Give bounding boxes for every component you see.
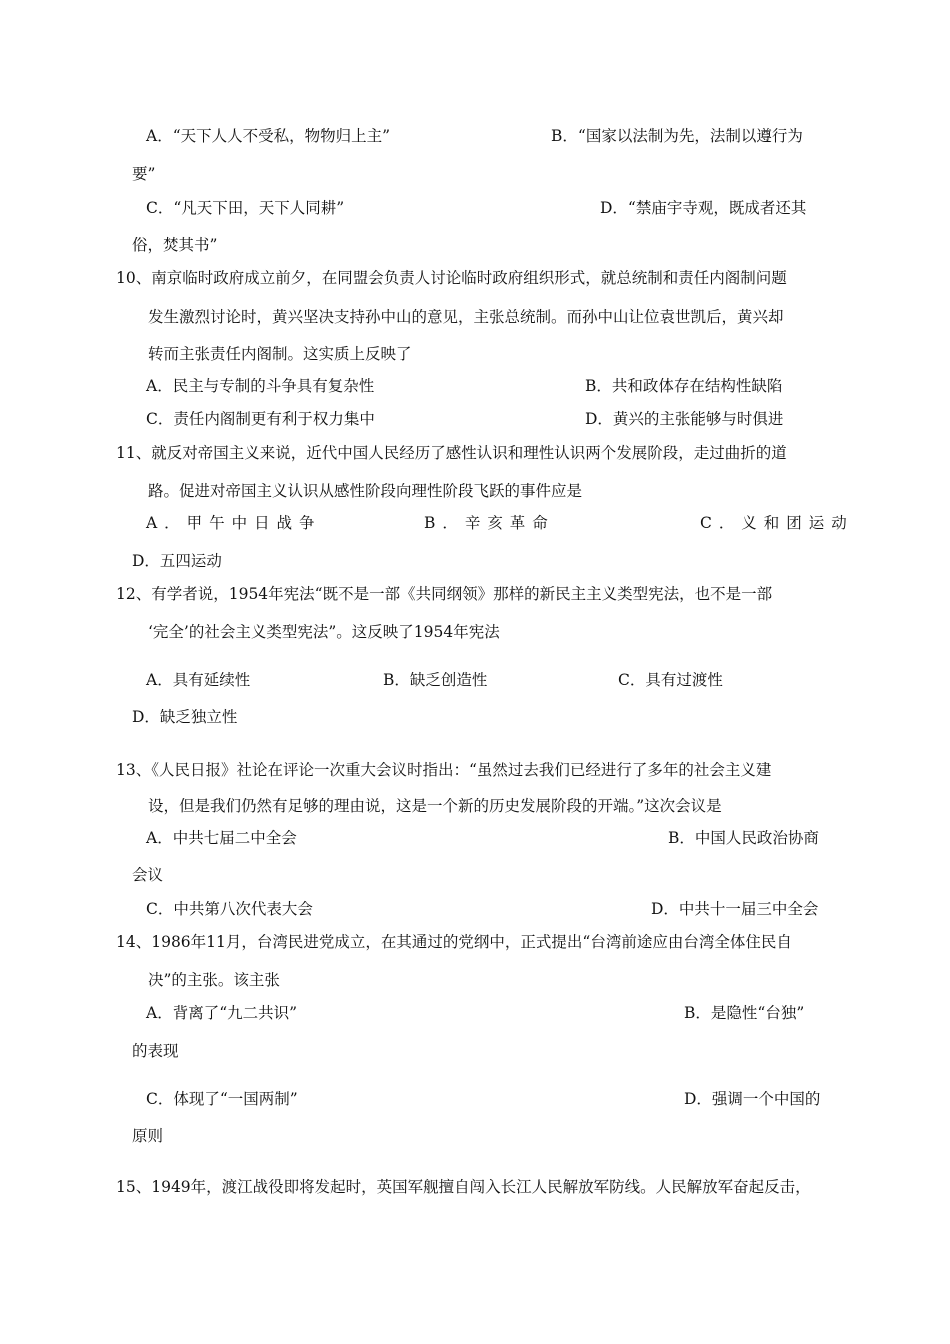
q9-option-b-continued: 要” [132, 165, 156, 183]
q10-option-d: D．黄兴的主张能够与时俱进 [585, 410, 784, 428]
q12-stem-line1: 12、有学者说，1954年宪法“既不是一部《共同纲领》那样的新民主主义类型宪法，也不是一部 [116, 585, 773, 603]
q11-stem-line2: 路。促进对帝国主义认识从感性阶段向理性阶段飞跃的事件应是 [148, 482, 583, 500]
q11-option-d: D．五四运动 [132, 552, 222, 570]
q10-stem-line3: 转而主张责任内阁制。这实质上反映了 [148, 345, 412, 363]
q14-option-d: D．强调一个中国的 [684, 1090, 821, 1108]
q13-option-b: B．中国人民政治协商 [668, 829, 819, 847]
q12-stem-line2: ‘完全’的社会主义类型宪法”。这反映了1954年宪法 [148, 623, 500, 641]
q10-stem-line1: 10、南京临时政府成立前夕，在同盟会负责人讨论临时政府组织形式，就总统制和责任内阁制问题 [116, 269, 787, 287]
q13-option-d: D．中共十一届三中全会 [651, 900, 819, 918]
q13-option-b-continued: 会议 [132, 866, 164, 884]
q13-stem-line2: 设，但是我们仍然有足够的理由说，这是一个新的历史发展阶段的开端。”这次会议是 [148, 797, 722, 815]
q10-option-a: A．民主与专制的斗争具有复杂性 [146, 377, 375, 395]
q9-option-d-continued: 俗，焚其书” [132, 236, 218, 254]
q11-option-b: B．辛亥革命 [424, 514, 555, 532]
q9-option-b: B．“国家以法制为先，法制以遵行为 [551, 127, 803, 145]
q10-option-b: B．共和政体存在结构性缺陷 [585, 377, 783, 395]
q14-option-b: B．是隐性“台独” [684, 1004, 805, 1022]
q12-option-c: C．具有过渡性 [618, 671, 723, 689]
q11-option-c: C．义和团运动 [700, 514, 854, 532]
q10-option-c: C．责任内阁制更有利于权力集中 [146, 410, 375, 428]
q12-option-b: B．缺乏创造性 [383, 671, 488, 689]
q12-option-d: D．缺乏独立性 [132, 708, 238, 726]
q14-stem-line1: 14、1986年11月，台湾民进党成立，在其通过的党纲中，正式提出“台湾前途应由台湾全体住民自 [116, 933, 792, 951]
q14-option-c: C．体现了“一国两制” [146, 1090, 298, 1108]
q13-option-a: A．中共七届二中全会 [146, 829, 297, 847]
q9-option-a: A．“天下人人不受私，物物归上主” [146, 127, 391, 145]
q9-option-c: C．“凡天下田，天下人同耕” [146, 199, 345, 217]
q14-option-b-continued: 的表现 [132, 1042, 179, 1060]
q12-option-a: A．具有延续性 [146, 671, 251, 689]
q10-stem-line2: 发生激烈讨论时，黄兴坚决支持孙中山的意见，主张总统制。而孙中山让位袁世凯后，黄兴却 [148, 308, 784, 326]
q9-option-d: D．“禁庙宇寺观，既成者还其 [600, 199, 807, 217]
q13-stem-line1: 13、《人民日报》社论在评论一次重大会议时指出：“虽然过去我们已经进行了多年的社会主义建 [116, 761, 772, 779]
q14-option-d-continued: 原则 [132, 1127, 164, 1145]
q14-option-a: A．背离了“九二共识” [146, 1004, 298, 1022]
q14-stem-line2: 决”的主张。该主张 [148, 971, 280, 989]
q11-stem-line1: 11、就反对帝国主义来说，近代中国人民经历了感性认识和理性认识两个发展阶段，走过曲折的道 [116, 444, 787, 462]
q15-stem-line1: 15、1949年，渡江战役即将发起时，英国军舰擅自闯入长江人民解放军防线。人民解放军奋起反击， [116, 1178, 811, 1196]
q13-option-c: C．中共第八次代表大会 [146, 900, 313, 918]
q11-option-a: A．甲午中日战争 [146, 514, 322, 532]
